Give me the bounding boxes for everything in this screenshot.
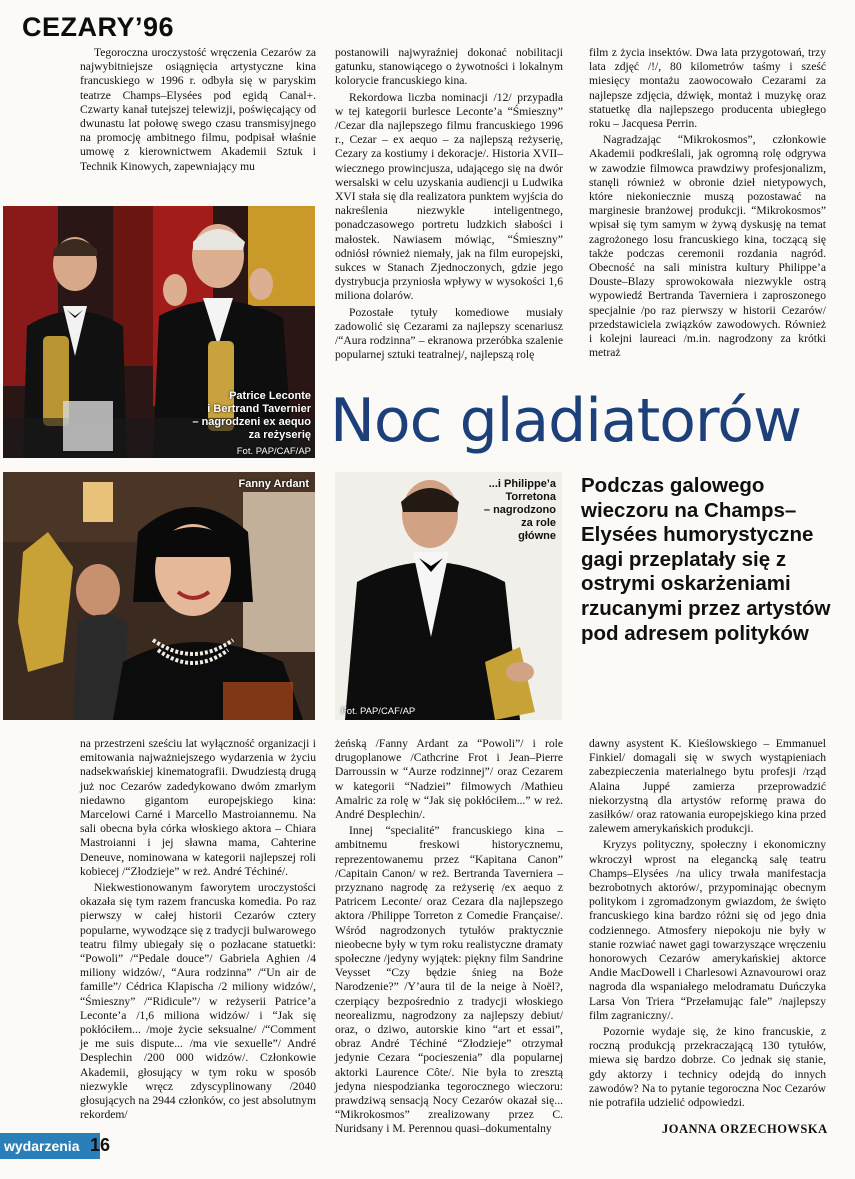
lead-text: Podczas galowego wieczoru na Champs–Elysées humorystyczne gagi przeplatały się z ostrymi oskarżeniami rzucanymi przez artystów pod adresem polityków xyxy=(581,474,831,645)
photo-caption: Fanny Ardant xyxy=(238,478,309,490)
photo-fanny-ardant xyxy=(3,472,315,720)
caption-line: główne xyxy=(518,530,556,542)
caption-line: – nagrodzeni ex aequo xyxy=(192,416,311,428)
column-1-top xyxy=(80,46,316,174)
headline: Noc gladiatorów xyxy=(330,386,802,456)
paragraph: dawny asystent K. Kieślowskiego – Emmanuel Finkiel/ domagali się w swych wystąpieniach zabezpieczenia materialnego bytu profesji /rząd Alaina Juppé zamierza przeprowadzić niekorzystną dla artystów reformę prawa do zasiłków/ oraz ratowania europejskiego kina przed zalewem amerykańskich produkcji. xyxy=(589,737,826,836)
photo-leconte-tavernier xyxy=(3,206,315,458)
paragraph: Innej “specialité” francuskiego kina – ambitnemu freskowi historycznemu, reprezentowanemu przez “Kapitana Canon” /Capitain Canon/ w reż. Bertranda Taverniera – przyznano nagrodę za reżyserię /ex aequo z Patricem Leconte/ oraz Cezara dla najlepszego aktora /Philippe Torreton z Comedie Française/. Wśród nagrodzonych tytułów praktycznie nieobecne były w tym roku realistyczne dramaty społeczne /jedyny wyjątek: piękny film Sandrine Veysset “Czy będzie śnieg na Boże Narodzenie?” /Y’aura til de la neige à Noël?, czerpiący bezpośrednio z tradycji włoskiego neorealizmu, nagrodzony za najlepszy debiut/ oraz, o dziwo, autorskie kino “art et essai”, obraz André Téchiné “Złodzieje” otrzymał jedynie Cezara “pocieszenia” dla popularnej aktorki Laurence Côte/. Nie była to zresztą jedyna niespodzianka tegorocznego wieczoru: prawdziwą sensacją Nocy Cezarów okazał się... “Mikrokosmos” zrealizowany przez C. Nuridsany i M. Perennou quasi–dokumentalny xyxy=(335,824,563,1136)
section-title: CEZARY’96 xyxy=(22,12,175,42)
paragraph: Kryzys polityczny, społeczny i ekonomiczny wkroczył wprost na elegancką salę teatru Champs–Elysées /na ulicy trwała manifestacja bezrobotnych aktorów/, przypominając obecnym politykom i zgromadzonym gwiazdom, że święto francuskiego kina bardzo różni się od jego dnia codziennego. Atmosfery niepokoju nie były w stanie rozwiać nawet gagi towarzyszące wręczeniu honorowych Cezarów amerykańskiej aktorce Andie MacDowell i Charlesowi Aznavourowi oraz nagroda dla wspaniałego melodramatu Duńczyka Larsa Von Triera “Przełamując fale” /najlepszy film zagraniczny/. xyxy=(589,838,826,1022)
paragraph: Rekordowa liczba nominacji /12/ przypadła w tej kategorii burlesce Leconte’a “Śmieszny” /Cezar dla najlepszego filmu francuskiego 1996 r., Cezar – ex aequo – za najlepszą reżyserię, Cezary za kostiumy i dekoracje/. Historia XVII–wiecznego prowincjusza, udającego się na dwór wersalski w celu uzyskania audiencji u Ludwika XVI stała się dla realizatora punktem wyjścia do nakreślenia niezwykle inteligentnego, ponadczasowego portretu ludzkich słabości i małostek. Nawiasem mówiąc, “Śmieszny” odniósł również niemały, jak na film europejski, sukces w Stanach Zjednoczonych, gdzie jego dystrybucja przyniosła wpływy w wysokości 1,6 miliona dolarów. xyxy=(335,90,563,303)
caption-line: Patrice Leconte xyxy=(229,390,311,402)
paragraph: Pozostałe tytuły komediowe musiały zadowolić się Cezarami za najlepszy scenariusz /“Aura rodzinna” – ekranowa przeróbka szalenie popularnej sztuki teatralnej/, najlepszą rolę xyxy=(335,305,563,362)
footer-section-label: wydarzenia xyxy=(4,1138,80,1154)
caption-line: Torretona xyxy=(505,491,556,503)
photo-credit: Fot. PAP/CAF/AP xyxy=(341,706,416,717)
column-3-bottom xyxy=(589,737,826,1110)
paragraph: na przestrzeni sześciu lat wyłączność organizacji i emitowania najważniejszego wydarzenia w życiu nadsekwańskiej kinematografii. Dwudziestą drugą już noc Cezarów zadedykowano dwóm zmarłym niedawno gigantom europejskiego kina: Marcelowi Carné i Marcello Mastroiannemu. Na sali obecna była córka włoskiego aktora – Chiara Mastroianni i jej sławna mama, Cahterine Deneuve, nominowana w kategorii najlepszej roli kobiecej /“Złodzieje” w reż. André Téchiné/. xyxy=(80,737,316,878)
paragraph: postanowili najwyraźniej dokonać nobilitacji gatunku, stanowiącego o żywotności i lokalnym kolorycie francuskiego kina. xyxy=(335,46,563,88)
page-number: 16 xyxy=(90,1135,111,1155)
caption-line: ...i Philippe’a xyxy=(488,478,556,490)
caption-line: za reżyserię xyxy=(248,429,311,441)
author-byline: JOANNA ORZECHOWSKA xyxy=(662,1122,828,1136)
caption-line: za role xyxy=(521,517,556,529)
column-3-top xyxy=(589,46,826,360)
caption-line: – nagrodzono xyxy=(483,504,556,516)
paragraph: Pozornie wydaje się, że kino francuskie, z roczną produkcją przekraczającą 130 tytułów, miewa się bardzo dobrze. Co jednak się stanie, gdy aktorzy i technicy odejdą do innych zawodów? Na to pytanie tegoroczna Noc Cezarów nie potrafiła udzielić odpowiedzi. xyxy=(589,1025,826,1110)
photo-credit: Fot. PAP/CAF/AP xyxy=(236,446,311,457)
photo-torreton xyxy=(335,472,562,720)
paragraph: Nagradzając “Mikrokosmos”, członkowie Akademii podkreślali, jak ogromną rolę odgrywa w zawodzie filmowca prawdziwy profesjonalizm, stanęli również w obronie dzieł nietypowych, które niekoniecznie muszą pozostawać na marginesie branżowej produkcji. “Mikrokosmos” wpisał się tym samym w żywą dyskusję na temat zagrożonego losu francuskiego kina, toczącą się także podczas ceremonii rozdania nagród. Obecność na sali ministra kultury Philippe’a Douste–Blazy sprowokowała niezwykle ostrą wypowiedź Bertranda Taverniera i zaproszonego specjalnie /po raz pierwszy w historii Cezarów/ przedstawiciela związków zawodowych. Również i kolejni laureaci /m.in. nagrodzony za krótki metraż xyxy=(589,133,826,360)
paragraph: Tegoroczna uroczystość wręczenia Cezarów za najwybitniejsze osiągnięcia artystyczne kina francuskiego w 1996 r. odbyła się w paryskim teatrze Champs–Elysées pod egidą Canal+. Czwarty kanał tutejszej telewizji, poświęcający od dwunastu lat połowę swego czasu transmisyjnego na promocję ambitnego filmu, podpisał właśnie umowę z kierownictwem Akademii Sztuk i Technik Kinowych, zapewniający mu xyxy=(80,46,316,173)
paragraph: żeńską /Fanny Ardant za “Powoli”/ i role drugoplanowe /Cathcrine Frot i Jean–Pierre Darroussin w “Aurze rodzinnej”/ oraz Cezarem w kategorii “Nadziei” filmowych /Mathieu Amalric za rolę w “Jak się pokłóciłem...” w reż. André Desplechin/. xyxy=(335,737,563,822)
paragraph: Niekwestionowanym faworytem uroczystości okazała się tym razem francuska komedia. Po raz pierwszy w całej historii Cezarów cztery popularne, wywodzące się z tradycji bulwarowego teatru filmy ubiegały się o pozłacane statuetki: “Powoli” /“Pedale douce”/ Gabriela Aghien /4 miliony widzów/, “Aura rodzinna” /“Un air de famille”/ Cédrica Klapischa /2 miliony widzów/, “Śmieszny” /“Ridicule”/ w reżyserii Patrice’a Leconte’a /1,6 miliona widzów/ i “Jak się pokłóciłem... /moje życie seksualne/ /“Comment je me suis dispute... /ma vie sexuelle”/ André Desplechin /200 000 widzów/. Członkowie Akademii, głosujący w tym roku w sposób niezwykle wręcz zdyscyplinowany /2040 głosujących na 2944 członków, co jest absolutnym rekordem/ xyxy=(80,881,316,1122)
paragraph: film z życia insektów. Dwa lata przygotowań, trzy lata zdjęć /!/, 80 kilometrów taśmy i sześć miesięcy montażu zaowocowało Cezarami za najlepsze zdjęcia, dźwięk, montaż i muzykę oraz statuetkę dla najlepszego producenta ubiegłego roku – Jacquesa Perrin. xyxy=(589,46,826,131)
caption-line: i Bertrand Tavernier xyxy=(207,403,311,415)
column-2-bottom xyxy=(335,737,563,1137)
column-1-bottom xyxy=(80,737,316,1122)
photo-caption xyxy=(111,390,311,442)
column-2-top xyxy=(335,46,563,362)
photo-caption xyxy=(484,478,556,543)
photo-illustration xyxy=(3,472,315,720)
